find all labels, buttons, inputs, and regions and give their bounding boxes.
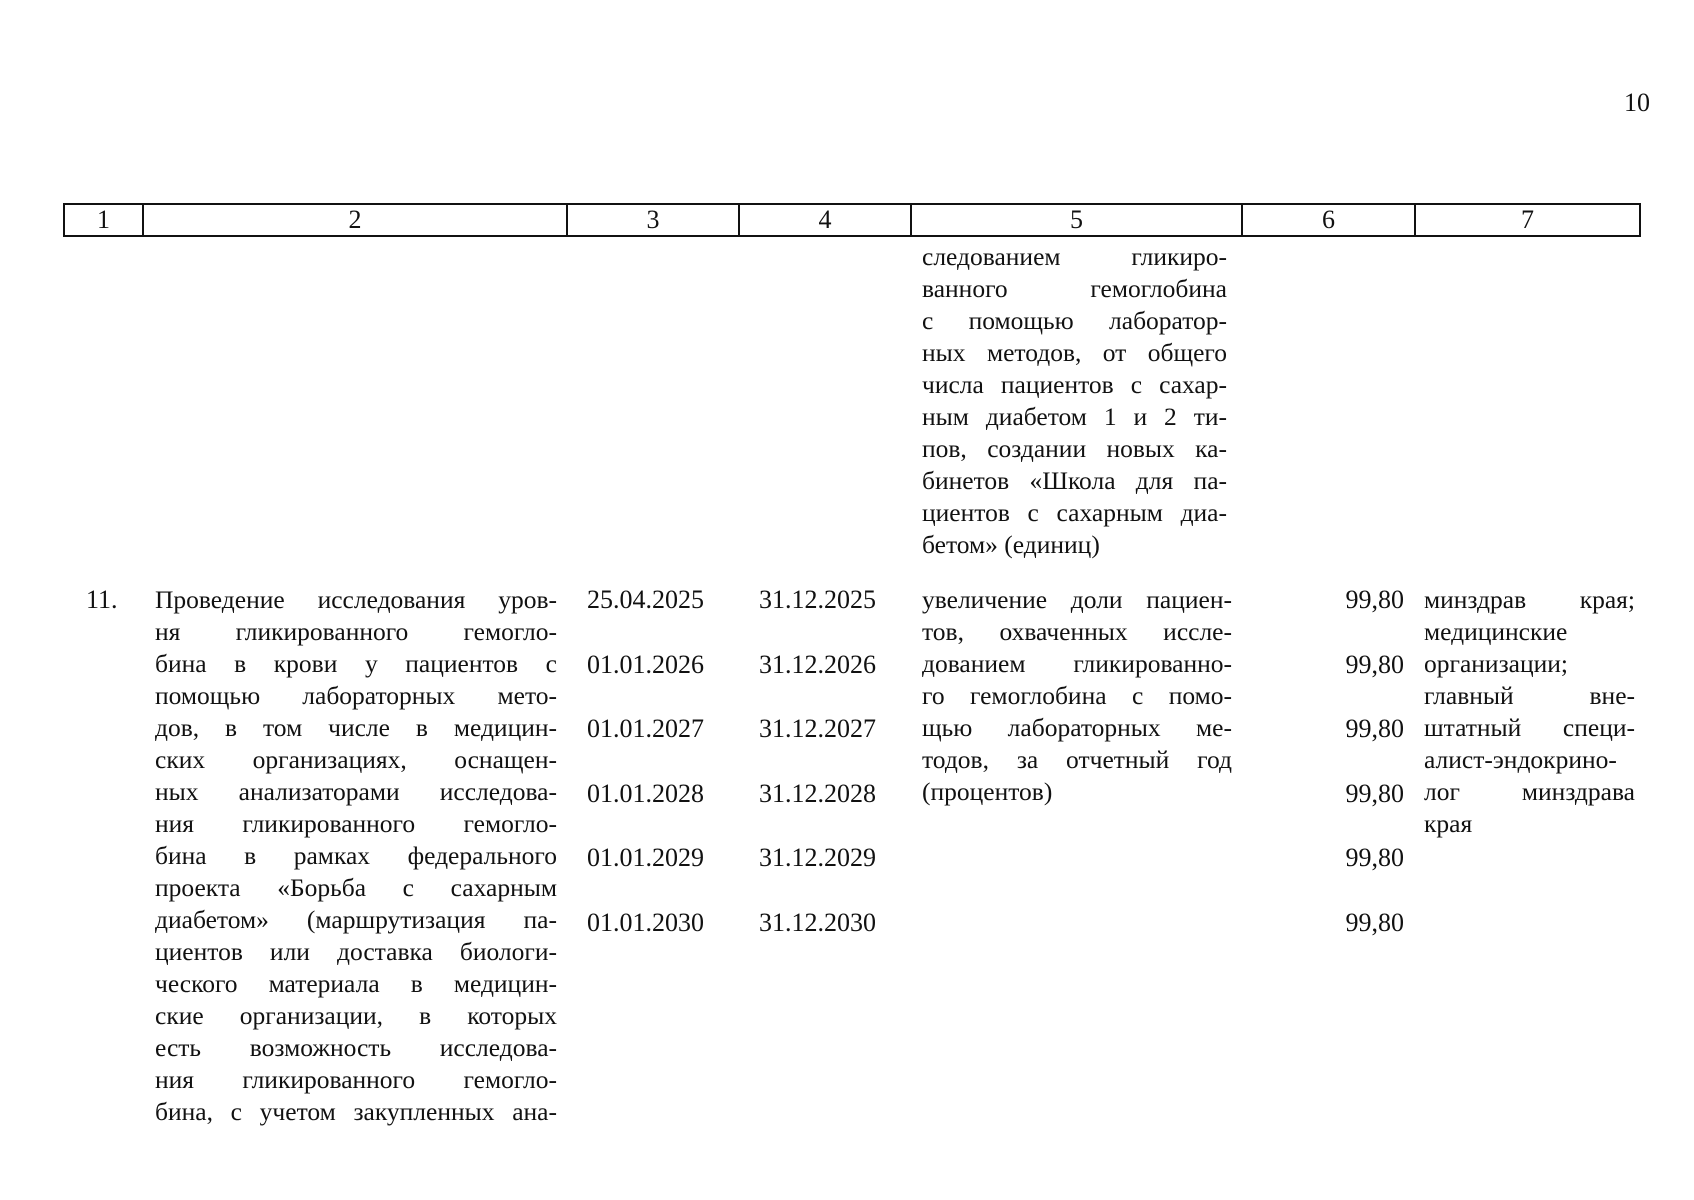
header-cell-6: 6 [1243,205,1416,235]
period-row [587,907,1417,939]
text-line: ных анализаторами исследова- [155,777,557,806]
text-line: го гемоглобина с помо- [922,681,1232,710]
text-line: ния гликированного гемогло- [155,1065,557,1094]
text-line: ческого материала в медицин- [155,969,557,998]
text-line: бина, с учетом закупленных ана- [155,1097,557,1126]
indicator-value: 99,80 [1345,778,1404,808]
period-start-date: 25.04.2025 [587,585,704,614]
text-line: щью лабораторных ме- [922,713,1232,742]
text-line: главный вне- [1424,681,1635,710]
text-line: края [1424,809,1473,838]
text-line: помощью лабораторных мето- [155,681,557,710]
text-line: увеличение доли пациен- [922,585,1232,614]
activity-description [155,584,557,1128]
indicator-description [922,584,1232,808]
text-line: следованием гликиро- [922,242,1227,271]
header-cell-5: 5 [912,205,1243,235]
period-end-date: 31.12.2025 [759,585,876,614]
header-cell-3: 3 [568,205,740,235]
text-line: ских организациях, оснащен- [155,745,557,774]
text-line: дов, в том числе в медицин- [155,713,557,742]
text-line: дованием гликированно- [922,649,1232,678]
text-line: бина в рамках федерального [155,841,557,870]
indicator-value: 99,80 [1345,585,1404,614]
text-line: тодов, за отчетный год [922,745,1232,774]
text-line: бинетов «Школа для па- [922,466,1227,495]
period-start-date: 01.01.2027 [587,714,704,743]
period-start-date: 01.01.2026 [587,649,704,679]
text-line: ния гликированного гемогло- [155,809,557,838]
responsible-executors [1424,584,1635,840]
page-number: 10 [1624,88,1650,117]
text-line: бина в крови у пациентов с [155,649,557,678]
text-line: циентов с сахарным диа- [922,498,1227,527]
text-line: алист-эндокрино- [1424,745,1617,774]
text-line: штатный специ- [1424,713,1635,742]
text-line: ванного гемоглобина [922,274,1227,303]
text-line: лог минздрава [1424,777,1635,806]
period-end-date: 31.12.2029 [759,843,876,872]
period-start-date: 01.01.2029 [587,843,704,872]
text-line: ня гликированного гемогло- [155,617,557,646]
header-cell-1: 1 [65,205,144,235]
carryover-indicator-text [922,241,1227,561]
text-line: ские организации, в которых [155,1001,557,1030]
text-line: Проведение исследования уров- [155,585,557,614]
text-line: ных методов, от общего [922,338,1227,367]
text-line: пов, создании новых ка- [922,434,1227,463]
indicator-value: 99,80 [1345,714,1404,743]
header-cell-7: 7 [1521,205,1534,234]
table-header-row [63,203,1641,237]
period-start-date: 01.01.2028 [587,778,704,808]
text-line: ным диабетом 1 и 2 ти- [922,402,1227,431]
text-line: организации; [1424,649,1568,678]
text-line: циентов или доставка биологи- [155,937,557,966]
text-line: минздрав края; [1424,585,1635,614]
text-line: есть возможность исследова- [155,1033,557,1062]
row-number: 11. [86,585,118,614]
period-start-date: 01.01.2030 [587,907,704,937]
text-line: (процентов) [922,777,1053,806]
text-line: диабетом» (маршрутизация па- [155,905,557,934]
period-row [587,842,1417,874]
indicator-value: 99,80 [1345,843,1404,872]
period-end-date: 31.12.2026 [759,649,876,679]
text-line: медицинские [1424,617,1568,646]
header-cell-2: 2 [144,205,568,235]
period-end-date: 31.12.2028 [759,778,876,808]
text-line: бетом» (единиц) [922,530,1100,559]
period-end-date: 31.12.2030 [759,907,876,937]
text-line: с помощью лаборатор- [922,306,1227,335]
indicator-value: 99,80 [1345,907,1404,937]
header-cell-4: 4 [740,205,912,235]
indicator-value: 99,80 [1345,649,1404,679]
text-line: тов, охваченных иссле- [922,617,1232,646]
period-end-date: 31.12.2027 [759,714,876,743]
text-line: проекта «Борьба с сахарным [155,873,557,902]
text-line: числа пациентов с сахар- [922,370,1227,399]
